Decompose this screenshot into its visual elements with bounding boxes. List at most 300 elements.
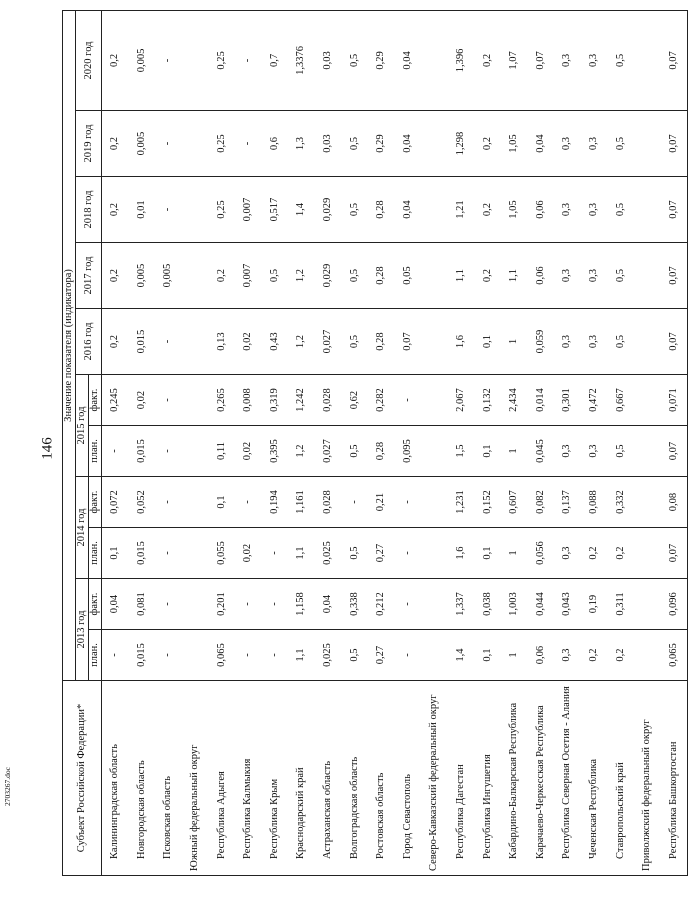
year-2016-header: 2016 год — [76, 309, 102, 375]
value-cell: 0,07 — [660, 111, 687, 177]
value-cell: 0,194 — [262, 477, 289, 528]
value-cell — [421, 111, 448, 177]
value-cell — [421, 426, 448, 477]
subject-name: Республика Северная Осетия - Алания — [554, 681, 581, 876]
table-row — [581, 10, 608, 875]
district-name: Приволжский федеральный округ — [634, 681, 661, 876]
subject-name: Ставропольский край — [607, 681, 634, 876]
value-cell — [421, 528, 448, 579]
value-cell: 1 — [501, 309, 528, 375]
value-cell: 1,1 — [288, 528, 315, 579]
value-cell: 0,01 — [129, 177, 156, 243]
value-cell: 0,044 — [528, 579, 555, 630]
subject-name: Псковская область — [155, 681, 182, 876]
value-cell: 0,28 — [368, 309, 395, 375]
value-cell: 0,5 — [341, 243, 368, 309]
value-cell: 0,245 — [102, 375, 129, 426]
value-cell: 0,07 — [660, 309, 687, 375]
value-cell: 0,3 — [554, 630, 581, 681]
value-cell: 0,395 — [262, 426, 289, 477]
value-cell: 0,5 — [607, 426, 634, 477]
value-cell: 0,27 — [368, 630, 395, 681]
value-cell: 0,3 — [581, 426, 608, 477]
table-row — [341, 10, 368, 875]
subject-name: Республика Адыгея — [208, 681, 235, 876]
district-row — [182, 10, 209, 875]
value-cell: - — [155, 111, 182, 177]
value-cell — [634, 477, 661, 528]
document-code: 2703267.doc — [3, 767, 12, 806]
value-cell: 0,095 — [395, 426, 422, 477]
value-cell — [634, 10, 661, 110]
value-cell: 0,5 — [607, 111, 634, 177]
value-cell: 0,059 — [528, 309, 555, 375]
value-cell — [634, 375, 661, 426]
value-cell: - — [155, 309, 182, 375]
year-2018-header: 2018 год — [76, 177, 102, 243]
value-cell: 1,396 — [448, 10, 475, 110]
value-cell: 0,212 — [368, 579, 395, 630]
value-cell: 1 — [501, 528, 528, 579]
subject-name: Кабардино-Балкарская Республика — [501, 681, 528, 876]
value-cell — [634, 243, 661, 309]
value-cell: 0,152 — [474, 477, 501, 528]
value-cell: 0,2 — [474, 111, 501, 177]
value-cell: 0,2 — [474, 10, 501, 110]
value-cell: 1,158 — [288, 579, 315, 630]
value-cell: 0,6 — [262, 111, 289, 177]
value-cell: 0,517 — [262, 177, 289, 243]
value-cell: 1,337 — [448, 579, 475, 630]
value-cell: 0,03 — [315, 111, 342, 177]
value-cell: 0,07 — [528, 10, 555, 110]
table-row — [528, 10, 555, 875]
value-cell — [421, 630, 448, 681]
value-cell: 0,282 — [368, 375, 395, 426]
value-cell: 0,045 — [528, 426, 555, 477]
value-cell — [182, 177, 209, 243]
value-cell: 0,5 — [341, 10, 368, 110]
year-2015-header: 2015 год — [76, 375, 89, 477]
value-cell: 0,132 — [474, 375, 501, 426]
value-cell: 0,015 — [129, 426, 156, 477]
value-cell — [182, 10, 209, 110]
value-cell: 0,265 — [208, 375, 235, 426]
table-row — [155, 10, 182, 875]
subject-name: Астраханская область — [315, 681, 342, 876]
value-cell: - — [395, 579, 422, 630]
value-cell: 0,28 — [368, 426, 395, 477]
value-cell: 1,6 — [448, 309, 475, 375]
value-cell: 0,07 — [660, 243, 687, 309]
value-cell: 0,06 — [528, 630, 555, 681]
value-cell: - — [262, 579, 289, 630]
table-row — [129, 10, 156, 875]
value-cell: 0,015 — [129, 309, 156, 375]
table-row — [474, 10, 501, 875]
value-cell: 0,06 — [528, 243, 555, 309]
year-2020-header: 2020 год — [76, 10, 102, 110]
value-cell: 0,07 — [660, 528, 687, 579]
table-row — [448, 10, 475, 875]
value-cell: 1,3376 — [288, 10, 315, 110]
value-cell: 1,2 — [288, 426, 315, 477]
table-row — [554, 10, 581, 875]
subject-name: Краснодарский край — [288, 681, 315, 876]
value-cell: 0,5 — [341, 177, 368, 243]
value-cell: 0,1 — [102, 528, 129, 579]
value-cell — [421, 579, 448, 630]
value-cell: 0,2 — [102, 309, 129, 375]
value-cell: 0,025 — [315, 528, 342, 579]
value-cell — [182, 528, 209, 579]
value-cell: 0,5 — [341, 309, 368, 375]
value-cell: 0,3 — [581, 309, 608, 375]
value-cell — [182, 426, 209, 477]
header-row-1 — [63, 10, 76, 875]
value-cell: 0,014 — [528, 375, 555, 426]
value-cell: 0,025 — [315, 630, 342, 681]
value-cell: 0,28 — [368, 243, 395, 309]
value-cell: 0,015 — [129, 630, 156, 681]
value-cell: 0,04 — [315, 579, 342, 630]
year-2019-header: 2019 год — [76, 111, 102, 177]
value-cell: 0,02 — [235, 426, 262, 477]
value-cell — [421, 309, 448, 375]
value-cell: 0,005 — [129, 243, 156, 309]
value-cell: - — [235, 111, 262, 177]
value-cell: 0,21 — [368, 477, 395, 528]
district-row — [634, 10, 661, 875]
table-row — [368, 10, 395, 875]
value-cell: 0,055 — [208, 528, 235, 579]
value-cell: 0,005 — [129, 10, 156, 110]
value-cell: 0,2 — [581, 528, 608, 579]
subject-name: Карачаево-Черкесская Республика — [528, 681, 555, 876]
subject-name: Волгоградская область — [341, 681, 368, 876]
value-cell — [634, 630, 661, 681]
fact-2014-header: факт. — [89, 477, 102, 528]
value-cell: 0,7 — [262, 10, 289, 110]
value-cell — [182, 309, 209, 375]
value-cell: 1,05 — [501, 111, 528, 177]
value-cell: 0,2 — [102, 111, 129, 177]
value-cell: 0,065 — [208, 630, 235, 681]
value-cell: 0,04 — [395, 111, 422, 177]
value-cell: 0,072 — [102, 477, 129, 528]
subject-name: Республика Башкортостан — [660, 681, 687, 876]
value-cell: 0,1 — [474, 630, 501, 681]
year-2014-header: 2014 год — [76, 477, 89, 579]
value-cell: 1,3 — [288, 111, 315, 177]
subject-name: Республика Дагестан — [448, 681, 475, 876]
subject-name: Калининградская область — [102, 681, 129, 876]
value-cell — [634, 309, 661, 375]
value-cell: 0,11 — [208, 426, 235, 477]
value-cell: 1,298 — [448, 111, 475, 177]
value-cell: 0,3 — [554, 528, 581, 579]
value-cell — [634, 426, 661, 477]
value-cell: 0,005 — [155, 243, 182, 309]
value-cell: 0,338 — [341, 579, 368, 630]
value-cell: 0,038 — [474, 579, 501, 630]
value-cell: - — [235, 579, 262, 630]
value-cell: - — [262, 630, 289, 681]
value-cell: 0,04 — [395, 177, 422, 243]
subject-name: Ростовская область — [368, 681, 395, 876]
value-cell: 1,1 — [501, 243, 528, 309]
table-row — [288, 10, 315, 875]
value-cell: 1,4 — [448, 630, 475, 681]
subject-name: Республика Калмыкия — [235, 681, 262, 876]
value-cell: 0,2 — [102, 177, 129, 243]
year-2017-header: 2017 год — [76, 243, 102, 309]
value-cell: 0,472 — [581, 375, 608, 426]
value-cell: - — [235, 477, 262, 528]
value-cell: - — [235, 10, 262, 110]
table-row — [235, 10, 262, 875]
value-cell: 0,008 — [235, 375, 262, 426]
value-cell: 0,2 — [581, 630, 608, 681]
fact-2013-header: факт. — [89, 579, 102, 630]
district-row — [421, 10, 448, 875]
indicator-header: Значение показателя (индикатора) — [63, 10, 76, 680]
table-row — [262, 10, 289, 875]
value-cell — [421, 375, 448, 426]
value-cell: 1,003 — [501, 579, 528, 630]
value-cell: 0,311 — [607, 579, 634, 630]
district-name: Южный федеральный округ — [182, 681, 209, 876]
value-cell: 0,2 — [607, 528, 634, 579]
value-cell — [182, 243, 209, 309]
value-cell: 0,2 — [474, 177, 501, 243]
value-cell: 0,1 — [474, 309, 501, 375]
value-cell: 0,1 — [474, 528, 501, 579]
value-cell: 0,27 — [368, 528, 395, 579]
district-name: Северо-Кавказский федеральный округ — [421, 681, 448, 876]
value-cell: - — [262, 528, 289, 579]
value-cell — [634, 528, 661, 579]
value-cell: 0,5 — [607, 10, 634, 110]
value-cell: 0,3 — [554, 111, 581, 177]
value-cell: 0,029 — [315, 177, 342, 243]
value-cell: - — [102, 630, 129, 681]
subject-header: Субъект Российской Федерации* — [63, 681, 102, 876]
value-cell: 1,6 — [448, 528, 475, 579]
value-cell: 1,5 — [448, 426, 475, 477]
value-cell: - — [395, 375, 422, 426]
value-cell: 0,007 — [235, 177, 262, 243]
value-cell: 1,1 — [288, 630, 315, 681]
value-cell: - — [235, 630, 262, 681]
value-cell: 0,3 — [554, 177, 581, 243]
value-cell: 2,434 — [501, 375, 528, 426]
value-cell: - — [155, 528, 182, 579]
value-cell: 1,2 — [288, 243, 315, 309]
value-cell: 0,5 — [341, 528, 368, 579]
subject-name: Город Севастополь — [395, 681, 422, 876]
value-cell: 0,25 — [208, 111, 235, 177]
value-cell: 1,05 — [501, 177, 528, 243]
value-cell: 0,13 — [208, 309, 235, 375]
value-cell: 0,071 — [660, 375, 687, 426]
table-row — [102, 10, 129, 875]
value-cell: 0,07 — [395, 309, 422, 375]
value-cell: 0,005 — [129, 111, 156, 177]
page-number: 146 — [39, 437, 56, 460]
value-cell: 0,007 — [235, 243, 262, 309]
value-cell: 0,3 — [581, 111, 608, 177]
value-cell: 0,028 — [315, 375, 342, 426]
value-cell: 0,5 — [341, 111, 368, 177]
value-cell: 0,07 — [660, 177, 687, 243]
value-cell: 0,5 — [607, 177, 634, 243]
value-cell: 0,332 — [607, 477, 634, 528]
value-cell: 0,5 — [607, 309, 634, 375]
value-cell: 0,056 — [528, 528, 555, 579]
value-cell: 0,03 — [315, 10, 342, 110]
value-cell: - — [395, 528, 422, 579]
value-cell — [182, 111, 209, 177]
value-cell: 0,081 — [129, 579, 156, 630]
table-row — [501, 10, 528, 875]
value-cell: 0,5 — [607, 243, 634, 309]
value-cell: 1 — [501, 630, 528, 681]
table-row — [607, 10, 634, 875]
subject-name: Республика Крым — [262, 681, 289, 876]
value-cell: - — [341, 477, 368, 528]
value-cell: - — [155, 630, 182, 681]
subject-name: Республика Ингушетия — [474, 681, 501, 876]
value-cell: 0,043 — [554, 579, 581, 630]
value-cell: 0,02 — [129, 375, 156, 426]
value-cell: 0,2 — [208, 243, 235, 309]
value-cell: 0,08 — [660, 477, 687, 528]
value-cell: - — [155, 579, 182, 630]
value-cell: 0,3 — [581, 10, 608, 110]
subject-name: Чеченская Республика — [581, 681, 608, 876]
value-cell: 0,2 — [607, 630, 634, 681]
value-cell: 1,21 — [448, 177, 475, 243]
value-cell: 0,082 — [528, 477, 555, 528]
value-cell: 0,29 — [368, 111, 395, 177]
table-body — [102, 10, 688, 875]
value-cell: 0,1 — [208, 477, 235, 528]
value-cell: 0,5 — [341, 630, 368, 681]
value-cell: - — [155, 10, 182, 110]
value-cell: 1,4 — [288, 177, 315, 243]
value-cell: 1,242 — [288, 375, 315, 426]
value-cell: - — [155, 477, 182, 528]
value-cell: 0,028 — [315, 477, 342, 528]
value-cell — [634, 111, 661, 177]
value-cell: 0,62 — [341, 375, 368, 426]
value-cell — [421, 243, 448, 309]
value-cell: 0,667 — [607, 375, 634, 426]
indicator-table — [62, 10, 688, 876]
value-cell — [421, 10, 448, 110]
value-cell — [182, 477, 209, 528]
table-row — [660, 10, 687, 875]
value-cell: 1,1 — [448, 243, 475, 309]
table-row — [315, 10, 342, 875]
value-cell: - — [155, 177, 182, 243]
value-cell: 0,07 — [660, 10, 687, 110]
value-cell — [182, 579, 209, 630]
value-cell — [634, 579, 661, 630]
value-cell: - — [395, 477, 422, 528]
value-cell — [182, 375, 209, 426]
value-cell: 0,201 — [208, 579, 235, 630]
value-cell: 0,027 — [315, 309, 342, 375]
value-cell: 0,137 — [554, 477, 581, 528]
value-cell — [182, 630, 209, 681]
value-cell: 0,088 — [581, 477, 608, 528]
value-cell: 0,04 — [528, 111, 555, 177]
value-cell: 0,052 — [129, 477, 156, 528]
value-cell: 0,1 — [474, 426, 501, 477]
value-cell: - — [395, 630, 422, 681]
value-cell: 0,065 — [660, 630, 687, 681]
value-cell: 0,3 — [554, 243, 581, 309]
value-cell: 0,29 — [368, 10, 395, 110]
plan-2014-header: план. — [89, 528, 102, 579]
value-cell: 0,301 — [554, 375, 581, 426]
value-cell: 1,07 — [501, 10, 528, 110]
value-cell: 0,2 — [474, 243, 501, 309]
value-cell: 0,607 — [501, 477, 528, 528]
value-cell: 0,015 — [129, 528, 156, 579]
value-cell: 0,04 — [395, 10, 422, 110]
value-cell: 0,06 — [528, 177, 555, 243]
value-cell: 1,161 — [288, 477, 315, 528]
value-cell: - — [102, 426, 129, 477]
value-cell: 0,3 — [581, 243, 608, 309]
value-cell — [421, 177, 448, 243]
plan-2013-header: план. — [89, 630, 102, 681]
value-cell: 0,25 — [208, 177, 235, 243]
value-cell: 0,5 — [262, 243, 289, 309]
fact-2015-header: факт. — [89, 375, 102, 426]
value-cell: 1,2 — [288, 309, 315, 375]
value-cell: - — [155, 426, 182, 477]
value-cell: 0,04 — [102, 579, 129, 630]
value-cell: 1 — [501, 426, 528, 477]
value-cell: 2,067 — [448, 375, 475, 426]
value-cell — [421, 477, 448, 528]
value-cell: 0,3 — [581, 177, 608, 243]
rotated-table-container — [62, 11, 679, 876]
value-cell: 0,5 — [341, 426, 368, 477]
table-row — [208, 10, 235, 875]
value-cell: 0,07 — [660, 426, 687, 477]
value-cell: 0,19 — [581, 579, 608, 630]
value-cell: 0,05 — [395, 243, 422, 309]
value-cell: 0,2 — [102, 10, 129, 110]
value-cell: 0,319 — [262, 375, 289, 426]
value-cell: 0,2 — [102, 243, 129, 309]
value-cell — [634, 177, 661, 243]
value-cell: 0,3 — [554, 426, 581, 477]
value-cell: 0,02 — [235, 528, 262, 579]
value-cell: - — [155, 375, 182, 426]
value-cell: 0,3 — [554, 10, 581, 110]
table-row — [395, 10, 422, 875]
value-cell: 0,027 — [315, 426, 342, 477]
value-cell: 0,029 — [315, 243, 342, 309]
value-cell: 0,43 — [262, 309, 289, 375]
value-cell: 0,28 — [368, 177, 395, 243]
